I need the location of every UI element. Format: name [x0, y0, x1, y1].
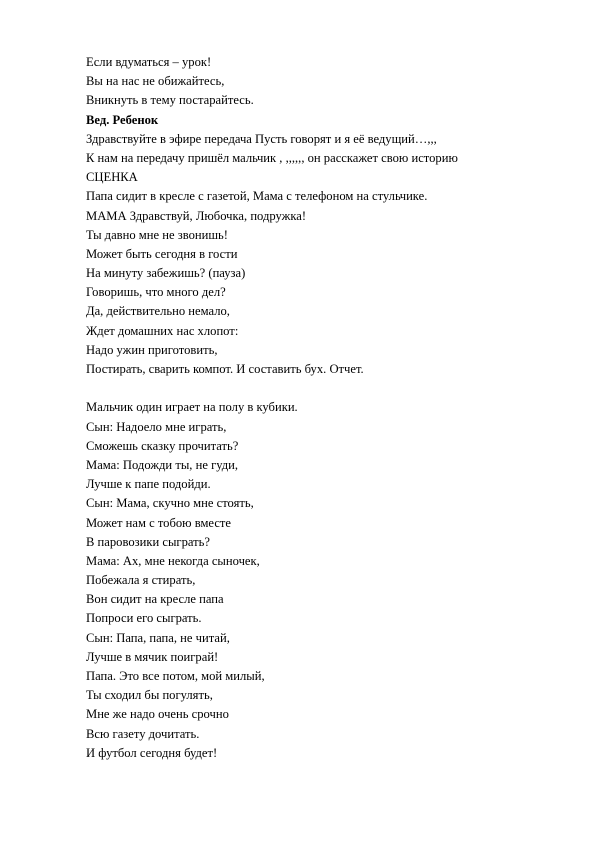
document-text — [86, 53, 566, 763]
text-line: Сын: Папа, папа, не читай, — [86, 630, 230, 645]
text-line: СЦЕНКА — [86, 170, 138, 185]
blank-line — [86, 379, 566, 398]
text-line: Лучше в мячик поиграй! — [86, 649, 219, 664]
text-line: Да, действительно немало, — [86, 304, 230, 319]
text-line: Вникнуть в тему постарайтесь. — [86, 93, 254, 108]
text-line: Мальчик один играет на полу в кубики. — [86, 400, 298, 415]
text-line: Всю газету дочитать. — [86, 726, 200, 741]
text-line: Побежала я стирать, — [86, 573, 196, 588]
text-line: Вед. Ребенок — [86, 112, 159, 127]
text-line: Вы на нас не обижайтесь, — [86, 74, 225, 89]
text-line: Может нам с тобою вместе — [86, 515, 232, 530]
text-line: Попроси его сыграть. — [86, 611, 202, 626]
text-line: Надо ужин приготовить, — [86, 342, 218, 357]
text-line: На минуту забежишь? (пауза) — [86, 266, 246, 281]
text-line: Если вдуматься – урок! — [86, 55, 212, 69]
text-line: МАМА Здравствуй, Любочка, подружка! — [86, 208, 307, 223]
text-line: В паровозики сыграть? — [86, 534, 210, 549]
text-line: Говоришь, что много дел? — [86, 285, 226, 300]
text-line: Лучше к папе подойди. — [86, 477, 211, 492]
text-line: Мама: Ах, мне некогда сыночек, — [86, 553, 260, 568]
text-line: Мама: Подожди ты, не гуди, — [86, 457, 239, 472]
text-line: К нам на передачу пришёл мальчик , ,,,,,, он расскажет свою историю — [86, 150, 458, 165]
text-line: Постирать, сварить компот. И составить бух. Отчет. — [86, 362, 364, 376]
text-line: Сын: Мама, скучно мне стоять, — [86, 496, 254, 511]
text-line: Папа. Это все потом, мой милый, — [86, 669, 265, 683]
text-line: И футбол сегодня будет! — [86, 745, 218, 760]
text-line: Сын: Надоело мне играть, — [86, 419, 227, 434]
text-line: Сможешь сказку прочитать? — [86, 438, 239, 453]
text-line: Вон сидит на кресле папа — [86, 592, 224, 607]
text-line: Здравствуйте в эфире передача Пусть говорят и я её ведущий…,,, — [86, 131, 437, 146]
text-line: Ты сходил бы погулять, — [86, 688, 213, 703]
text-line: Папа сидит в кресле с газетой, Мама с телефоном на стульчике. — [86, 189, 428, 204]
text-line: Может быть сегодня в гости — [86, 246, 238, 261]
text-line: Ты давно мне не звонишь! — [86, 227, 228, 242]
text-line: Ждет домашних нас хлопот: — [86, 323, 239, 338]
text-line: Мне же надо очень срочно — [86, 707, 229, 722]
